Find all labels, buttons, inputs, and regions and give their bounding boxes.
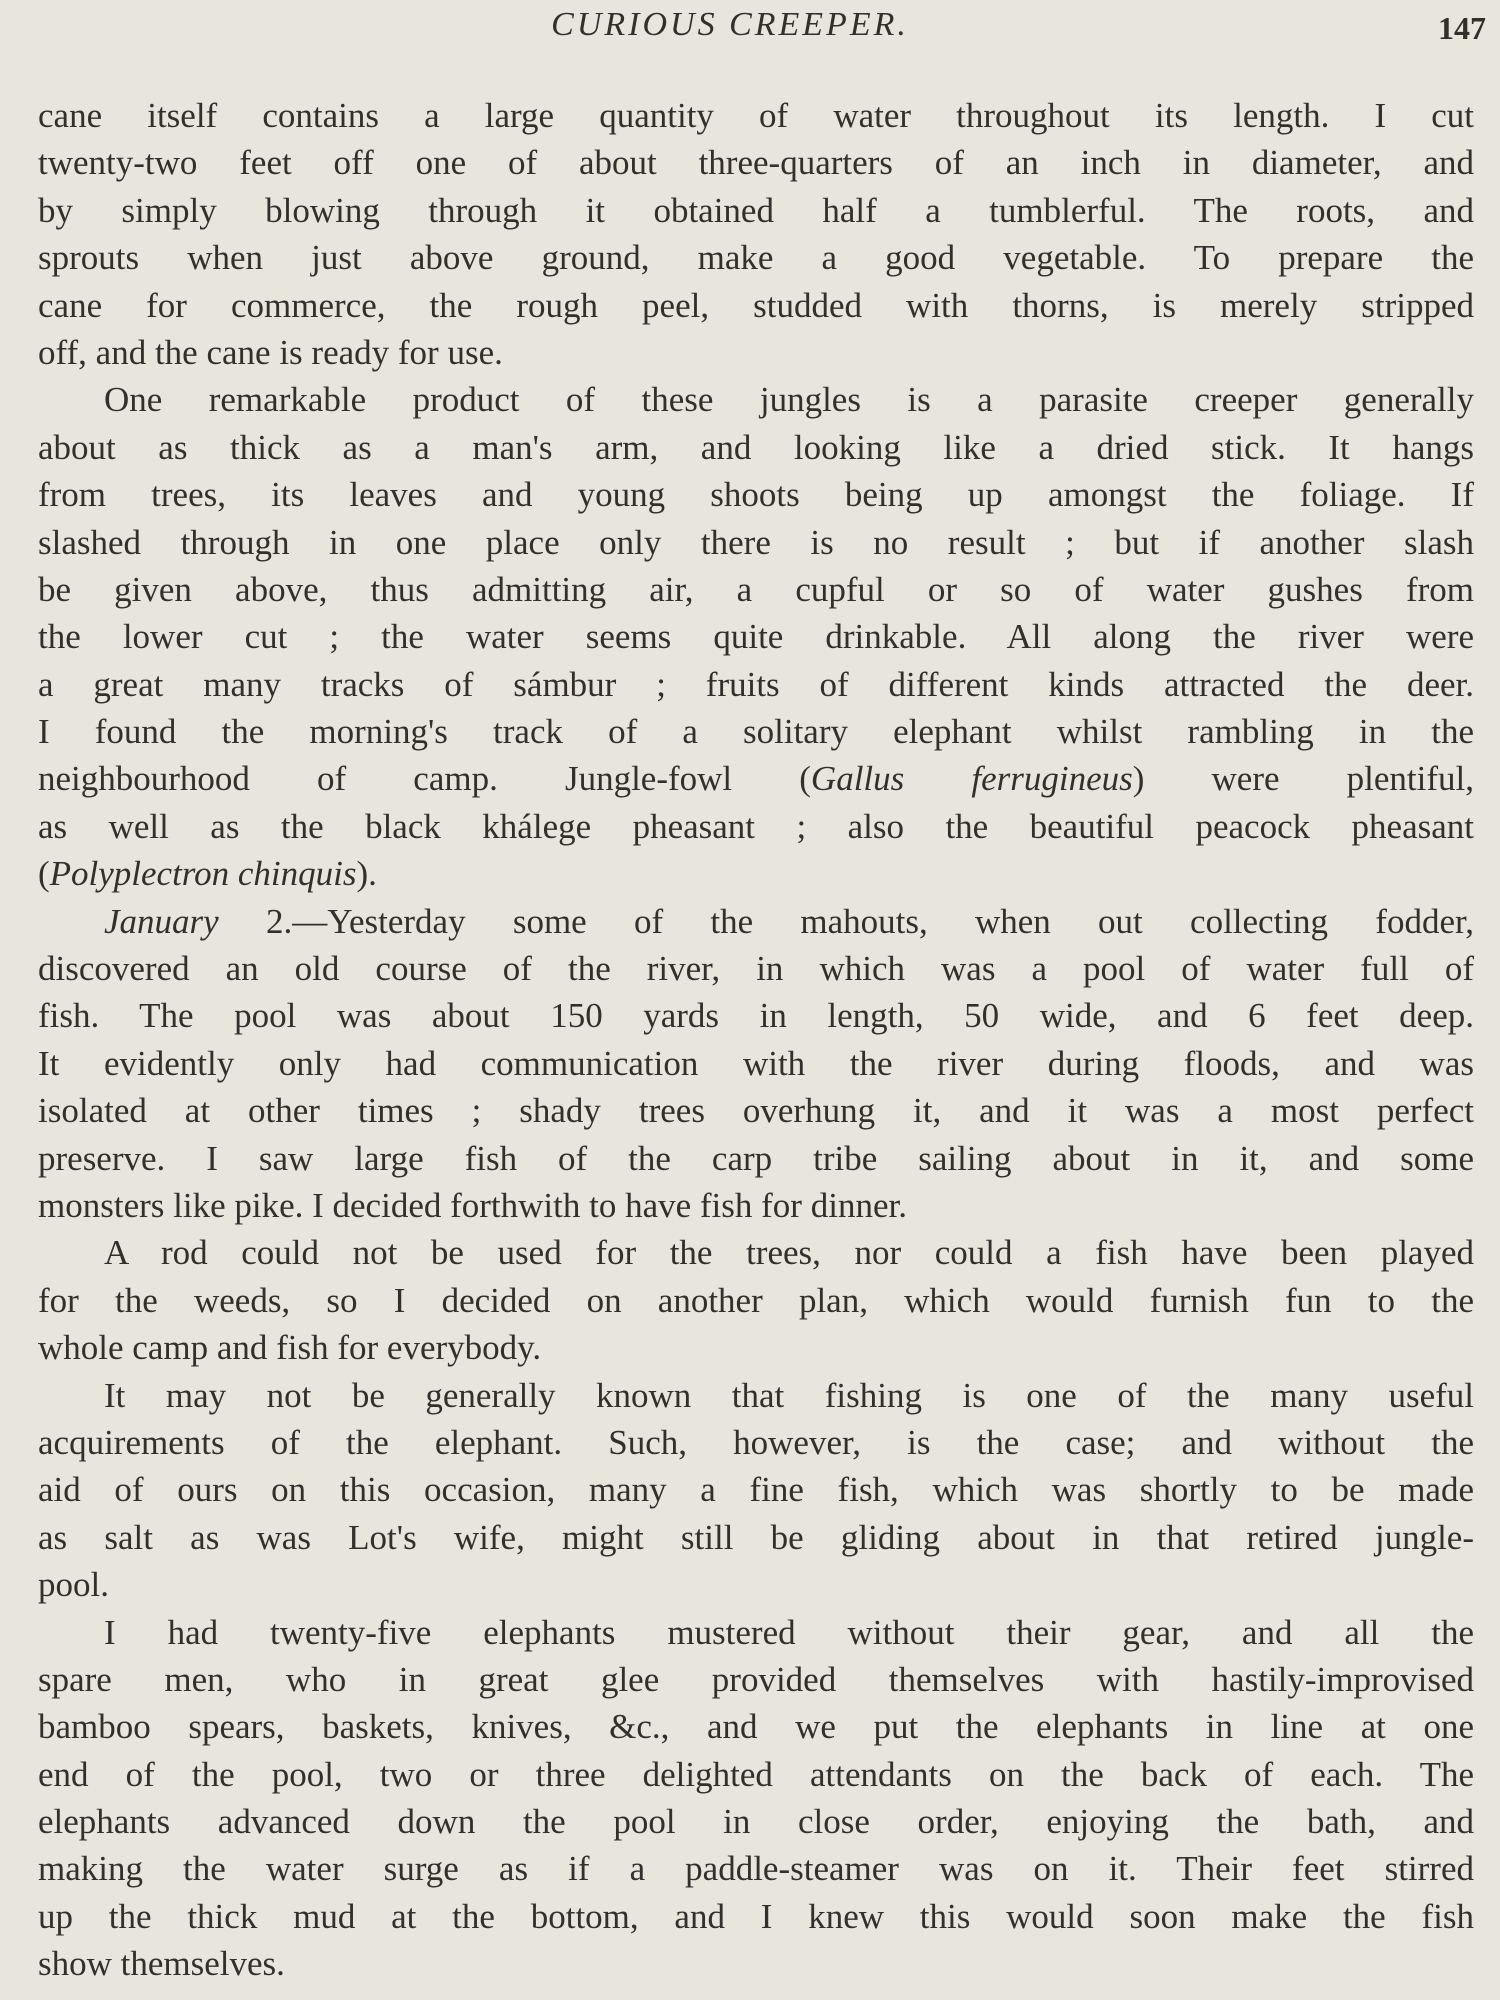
paragraph [38, 376, 1474, 897]
text-line: A rod could not be used for the trees, nor could a fish have been played [104, 1233, 1474, 1273]
text-line: by simply blowing through it obtained half a tumblerful. The roots, and [38, 190, 1474, 230]
text-line: whole camp and fish for everybody. [38, 1328, 542, 1368]
paragraph [38, 898, 1474, 1230]
paragraph [38, 92, 1474, 376]
text-line: a great many tracks of sámbur ; fruits of different kinds attracted the deer. [38, 664, 1474, 704]
text-line: show themselves. [38, 1944, 285, 1984]
text-line: the lower cut ; the water seems quite drinkable. All along the river were [38, 617, 1474, 657]
text-line: spare men, who in great glee provided themselves with hastily-improvised [38, 1659, 1474, 1699]
text-line: pool. [38, 1565, 109, 1605]
text-line: I found the morning's track of a solitary elephant whilst rambling in the [38, 712, 1474, 752]
text-line: fish. The pool was about 150 yards in length, 50 wide, and 6 feet deep. [38, 996, 1474, 1036]
paragraph [38, 1229, 1474, 1371]
paragraph [38, 1609, 1474, 1988]
text-line: bamboo spears, baskets, knives, &c., and we put the elephants in line at one [38, 1707, 1474, 1747]
text-line: as well as the black khálege pheasant ; also the beautiful peacock pheasant [38, 806, 1474, 846]
text-line: from trees, its leaves and young shoots being up amongst the foliage. If [38, 475, 1474, 515]
text-line: cane itself contains a large quantity of water throughout its length. I cut [38, 96, 1474, 135]
text-line: as salt as was Lot's wife, might still be gliding about in that retired jungle- [38, 1517, 1474, 1557]
text-line: twenty-two feet off one of about three-quarters of an inch in diameter, and [38, 143, 1474, 183]
paragraph [38, 1372, 1474, 1609]
italic-text: January [104, 901, 219, 941]
text-line: sprouts when just above ground, make a good vegetable. To prepare the [38, 238, 1474, 278]
text-segment: ) were plentiful, [1132, 759, 1474, 799]
text-segment: ). [356, 854, 377, 894]
text-line: off, and the cane is ready for use. [38, 332, 503, 372]
text-segment: ( [38, 854, 50, 894]
page-number: 147 [1438, 10, 1486, 46]
text-line: I had twenty-five elephants mustered without their gear, and all the [104, 1612, 1474, 1652]
text-line: up the thick mud at the bottom, and I knew this would soon make the fish [38, 1896, 1474, 1936]
running-title: CURIOUS CREEPER. [551, 6, 909, 43]
text-line: slashed through in one place only there is no result ; but if another slash [38, 522, 1474, 562]
italic-text: Polyplectron chinquis [49, 854, 357, 894]
text-line [38, 755, 1474, 802]
text-line: cane for commerce, the rough peel, studded with thorns, is merely stripped [38, 285, 1474, 325]
italic-text: Gallus ferrugineus [810, 759, 1133, 799]
text-line: isolated at other times ; shady trees overhung it, and it was a most perfect [38, 1091, 1474, 1131]
text-line: making the water surge as if a paddle-steamer was on it. Their feet stirred [38, 1849, 1474, 1889]
text-line: for the weeds, so I decided on another plan, which would furnish fun to the [38, 1280, 1474, 1320]
text-segment: neighbourhood of camp. Jungle-fowl ( [38, 759, 811, 799]
text-line: discovered an old course of the river, in which was a pool of water full of [38, 949, 1474, 989]
text-line: end of the pool, two or three delighted attendants on the back of each. The [38, 1754, 1474, 1794]
text-line: preserve. I saw large fish of the carp tribe sailing about in it, and some [38, 1138, 1474, 1178]
page-header [0, 6, 1500, 50]
text-line: monsters like pike. I decided forthwith to have fish for dinner. [38, 1185, 907, 1225]
text-line: about as thick as a man's arm, and looking like a dried stick. It hangs [38, 427, 1474, 467]
text-line: aid of ours on this occasion, many a fine fish, which was shortly to be made [38, 1470, 1474, 1510]
text-line [38, 898, 1474, 945]
text-line: It may not be generally known that fishing is one of the many useful [104, 1375, 1474, 1415]
text-line: It evidently only had communication with the river during floods, and was [38, 1043, 1474, 1083]
text-line [38, 850, 1474, 897]
text-line: acquirements of the elephant. Such, however, is the case; and without the [38, 1422, 1474, 1462]
text-line: elephants advanced down the pool in close order, enjoying the bath, and [38, 1802, 1474, 1842]
text-segment: 2.—Yesterday some of the mahouts, when out collecting fodder, [218, 901, 1474, 941]
text-line: One remarkable product of these jungles is a parasite creeper generally [104, 380, 1474, 420]
page-body [38, 92, 1474, 1988]
text-line: be given above, thus admitting air, a cupful or so of water gushes from [38, 569, 1474, 609]
